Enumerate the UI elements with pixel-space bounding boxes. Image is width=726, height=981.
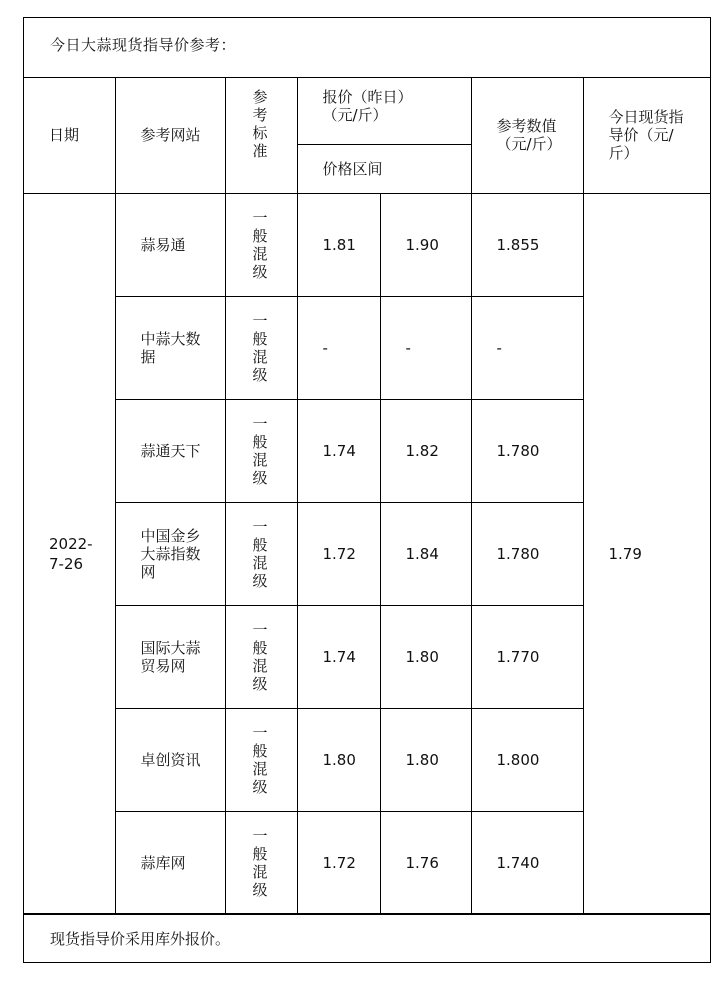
ref-value-cell: - <box>471 296 583 399</box>
table-title: 今日大蒜现货指导价参考： <box>50 36 237 54</box>
standard-cell: 一般混级 <box>225 296 297 399</box>
low-price-cell: 1.72 <box>297 502 380 605</box>
ref-value-cell: 1.780 <box>471 502 583 605</box>
footer-note: 现货指导价采用库外报价。 <box>50 930 231 948</box>
ref-value-cell: 1.855 <box>471 193 583 296</box>
standard-cell: 一般混级 <box>225 708 297 811</box>
header-quote: 报价（昨日）（元/斤） <box>297 77 471 144</box>
standard-cell: 一般混级 <box>225 811 297 914</box>
standard-cell: 一般混级 <box>225 502 297 605</box>
ref-value-cell: 1.740 <box>471 811 583 914</box>
site-cell: 国际大蒜贸易网 <box>115 605 225 708</box>
header-standard: 参考标准 <box>225 77 297 193</box>
ref-value-cell: 1.780 <box>471 399 583 502</box>
low-price-cell: 1.81 <box>297 193 380 296</box>
standard-cell: 一般混级 <box>225 193 297 296</box>
header-today-price: 今日现货指导价（元/斤） <box>583 77 711 193</box>
header-site: 参考网站 <box>115 77 225 193</box>
footer-row <box>24 913 710 963</box>
ref-value-cell: 1.770 <box>471 605 583 708</box>
site-cell: 中国金乡大蒜指数网 <box>115 502 225 605</box>
site-cell: 蒜易通 <box>115 193 225 296</box>
high-price-cell: 1.84 <box>380 502 471 605</box>
low-price-cell: - <box>297 296 380 399</box>
header-ref-value: 参考数值（元/斤） <box>471 77 583 193</box>
high-price-cell: 1.90 <box>380 193 471 296</box>
title-row <box>24 18 710 78</box>
high-price-cell: 1.80 <box>380 605 471 708</box>
site-cell: 蒜库网 <box>115 811 225 914</box>
site-cell: 中蒜大数据 <box>115 296 225 399</box>
header-date: 日期 <box>24 77 115 193</box>
high-price-cell: 1.80 <box>380 708 471 811</box>
low-price-cell: 1.72 <box>297 811 380 914</box>
low-price-cell: 1.74 <box>297 605 380 708</box>
table-row <box>24 193 711 296</box>
low-price-cell: 1.80 <box>297 708 380 811</box>
high-price-cell: 1.82 <box>380 399 471 502</box>
price-table-document <box>23 17 711 963</box>
date-cell: 2022-7-26 <box>24 193 115 914</box>
today-price-cell: 1.79 <box>583 193 711 914</box>
high-price-cell: 1.76 <box>380 811 471 914</box>
site-cell: 蒜通天下 <box>115 399 225 502</box>
header-range: 价格区间 <box>297 144 471 193</box>
high-price-cell: - <box>380 296 471 399</box>
price-table <box>24 77 711 915</box>
standard-cell: 一般混级 <box>225 605 297 708</box>
site-cell: 卓创资讯 <box>115 708 225 811</box>
low-price-cell: 1.74 <box>297 399 380 502</box>
ref-value-cell: 1.800 <box>471 708 583 811</box>
standard-cell: 一般混级 <box>225 399 297 502</box>
